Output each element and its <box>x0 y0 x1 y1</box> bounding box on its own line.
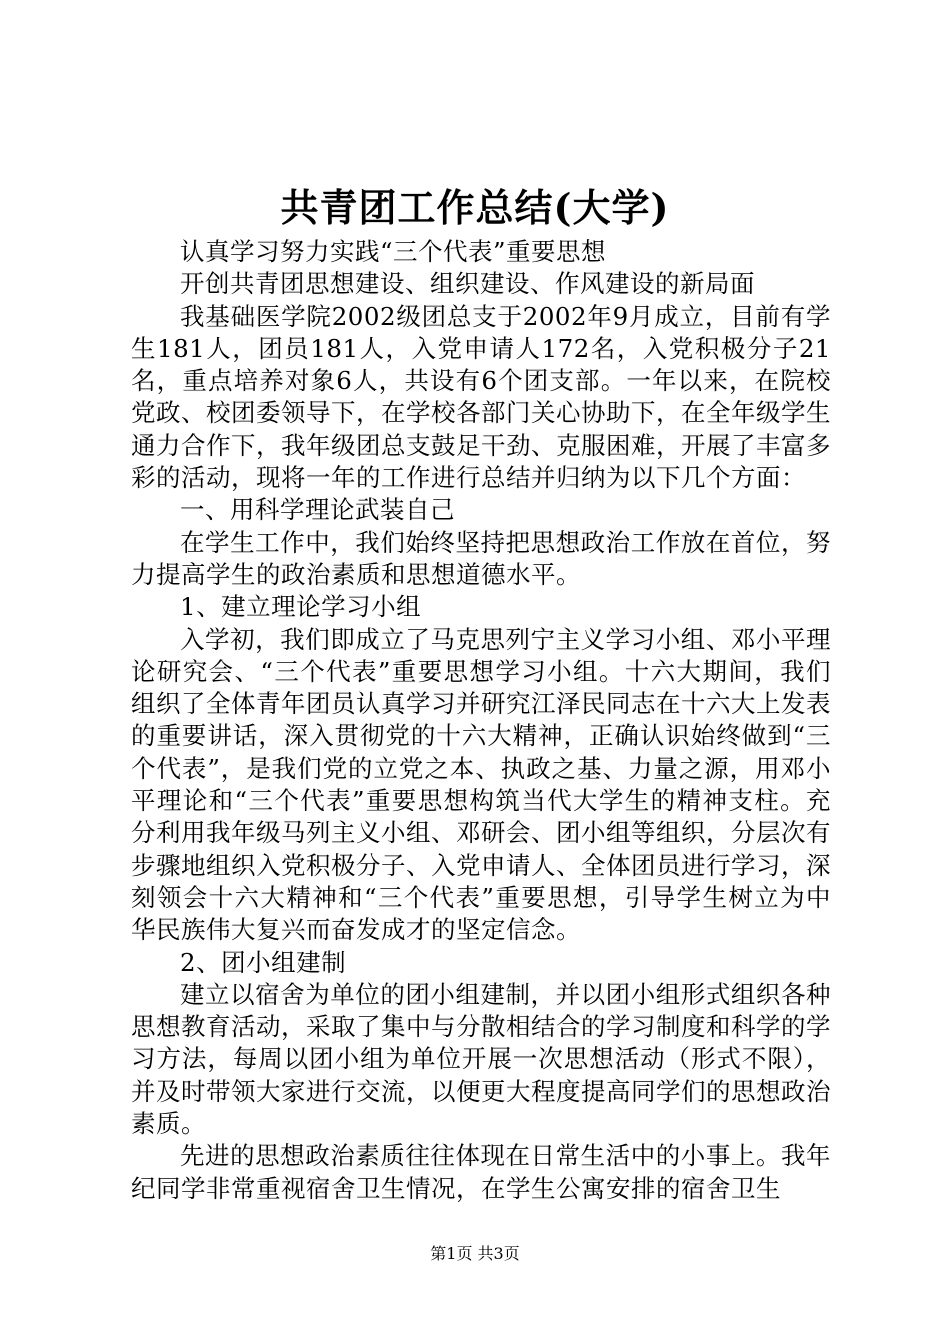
section-1-paragraph: 在学生工作中，我们始终坚持把思想政治工作放在首位，努力提高学生的政治素质和思想道德水平。 <box>131 527 831 589</box>
intro-paragraph: 我基础医学院2002级团总支于2002年9月成立，目前有学生181人，团员181人，入党申请人172名，入党积极分子21名，重点培养对象6人，共设有6个团支部。一年以来，在院校党政、校团委领导下，在学校各部门关心协助下，在全年级学生通力合作下，我年级团总支鼓足干劲、克服困难，开展了丰富多彩的活动，现将一年的工作进行总结并归纳为以下几个方面： <box>131 301 831 493</box>
subtitle-line-2: 开创共青团思想建设、组织建设、作风建设的新局面 <box>180 269 755 299</box>
subsection-2-paragraph: 建立以宿舍为单位的团小组建制，并以团小组形式组织各种思想教育活动，采取了集中与分散相结合的学习制度和科学的学习方法，每周以团小组为单位开展一次思想活动（形式不限），并及时带领大家进行交流，以便更大程度提高同学们的思想政治素质。 <box>131 979 831 1139</box>
document-title: 共青团工作总结(大学) <box>280 185 670 230</box>
page-number-footer: 第1页 共3页 <box>430 1244 520 1263</box>
document-body <box>131 236 831 1205</box>
section-heading-1: 一、用科学理论武装自己 <box>180 495 455 525</box>
closing-paragraph: 先进的思想政治素质往往体现在日常生活中的小事上。我年纪同学非常重视宿舍卫生情况，在学生公寓安排的宿舍卫生 <box>131 1141 831 1203</box>
subsection-1-paragraph: 入学初，我们即成立了马克思列宁主义学习小组、邓小平理论研究会、“三个代表”重要思想学习小组。十六大期间，我们组织了全体青年团员认真学习并研究江泽民同志在十六大上发表的重要讲话，深入贯彻党的十六大精神，正确认识始终做到“三个代表”，是我们党的立党之本、执政之基、力量之源，用邓小平理论和“三个代表”重要思想构筑当代大学生的精神支柱。充分利用我年级马列主义小组、邓研会、团小组等组织，分层次有步骤地组织入党积极分子、入党申请人、全体团员进行学习，深刻领会十六大精神和“三个代表”重要思想，引导学生树立为中华民族伟大复兴而奋发成才的坚定信念。 <box>131 624 831 945</box>
subsection-heading-2: 2、团小组建制 <box>180 947 347 977</box>
subsection-heading-1: 1、建立理论学习小组 <box>180 592 422 622</box>
subtitle-line-1: 认真学习努力实践“三个代表”重要思想 <box>180 237 607 266</box>
